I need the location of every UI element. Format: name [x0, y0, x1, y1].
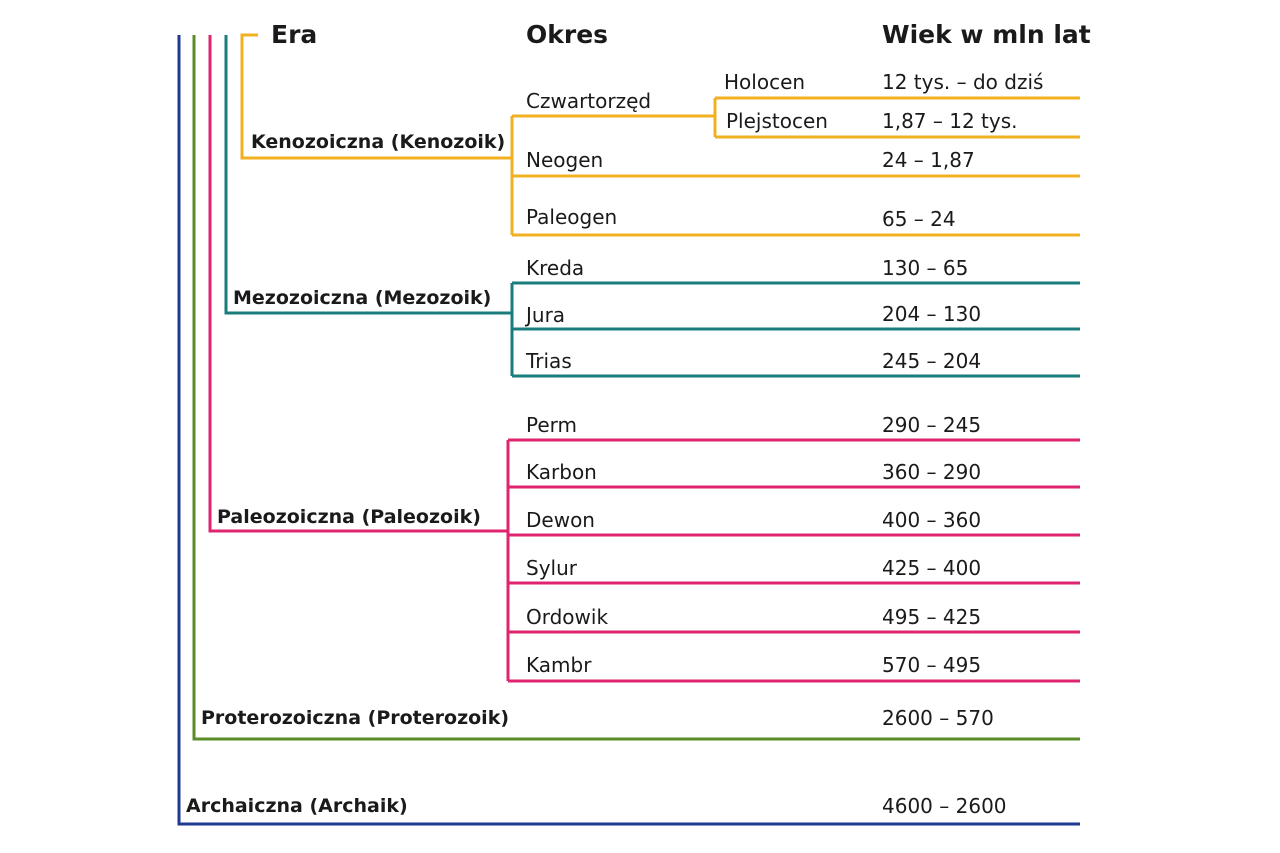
- period-karbon: Karbon: [526, 460, 597, 484]
- period-dewon: Dewon: [526, 508, 595, 532]
- age-neogen: 24 – 1,87: [882, 148, 975, 172]
- age-kreda: 130 – 65: [882, 256, 969, 280]
- period-kreda: Kreda: [526, 256, 585, 280]
- period-neogen: Neogen: [526, 148, 604, 172]
- age-ordowik: 495 – 425: [882, 605, 982, 629]
- age-paleogen: 65 – 24: [882, 207, 956, 231]
- header-era: Era: [271, 20, 318, 49]
- period-ordowik: Ordowik: [526, 605, 609, 629]
- era-label-archaik: Archaiczna (Archaik): [186, 795, 408, 817]
- age-plejstocen: 1,87 – 12 tys.: [882, 109, 1018, 133]
- age-trias: 245 – 204: [882, 349, 982, 373]
- header-wiek: Wiek w mln lat: [882, 20, 1091, 49]
- epoch-plejstocen: Plejstocen: [726, 109, 828, 133]
- era-label-paleozoik: Paleozoiczna (Paleozoik): [217, 506, 481, 528]
- period-jura: Jura: [526, 303, 566, 327]
- mezozoik-trunk: [226, 35, 512, 313]
- period-paleogen: Paleogen: [526, 205, 618, 229]
- paleozoik-trunk: [210, 35, 508, 531]
- period-kambr: Kambr: [526, 653, 592, 677]
- age-holocen: 12 tys. – do dziś: [882, 70, 1044, 94]
- age-perm: 290 – 245: [882, 413, 982, 437]
- age-proterozoik: 2600 – 570: [882, 706, 994, 730]
- age-sylur: 425 – 400: [882, 556, 982, 580]
- era-label-kenozoik: Kenozoiczna (Kenozoik): [251, 131, 506, 153]
- era-label-proterozoik: Proterozoiczna (Proterozoik): [201, 707, 510, 729]
- age-karbon: 360 – 290: [882, 460, 982, 484]
- period-trias: Trias: [526, 349, 572, 373]
- epoch-holocen: Holocen: [724, 70, 806, 94]
- age-kambr: 570 – 495: [882, 653, 982, 677]
- period-czwartorzed: Czwartorzęd: [526, 89, 652, 113]
- age-dewon: 400 – 360: [882, 508, 982, 532]
- period-perm: Perm: [526, 413, 578, 437]
- header-okres: Okres: [526, 20, 609, 49]
- age-jura: 204 – 130: [882, 302, 982, 326]
- period-sylur: Sylur: [526, 556, 577, 580]
- era-label-mezozoik: Mezozoiczna (Mezozoik): [233, 287, 492, 309]
- age-archaik: 4600 – 2600: [882, 794, 1007, 818]
